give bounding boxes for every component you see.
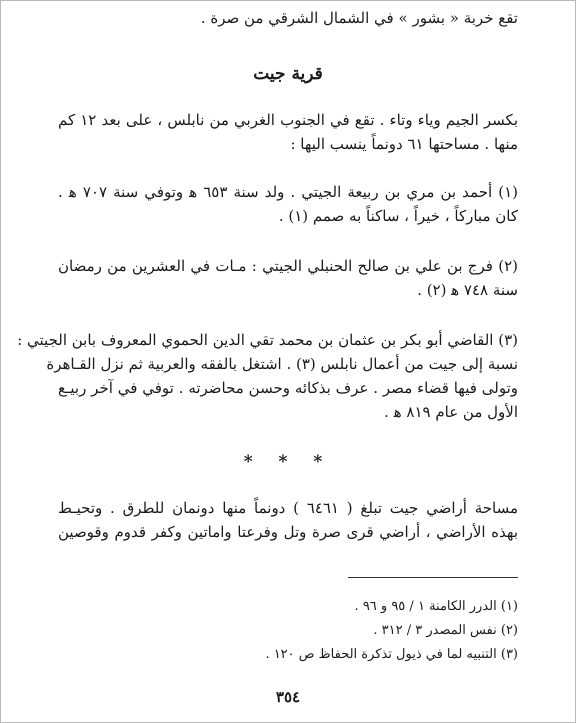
footnote-rule [348, 577, 518, 578]
section-title: قرية جيت [253, 64, 323, 84]
section-separator: * * * [243, 452, 333, 472]
footnote-2: (٢) نفس المصدر ٣ / ٣١٢ . [373, 623, 518, 638]
entry-3-line-4: الأول من عام ٨١٩ ﻫ . [384, 403, 518, 421]
entry-2-line-2: سنة ٧٤٨ ﻫ (٢) . [417, 281, 518, 299]
footnote-1: (١) الدرر الكامنة ١ / ٩٥ و ٩٦ . [354, 599, 518, 614]
entry-3-line-3: وتولى فيها قضاء مصر . عرف بذكائه وحسن محاضرته . توفي في آخر ربيـع [58, 379, 518, 397]
top-line: تقع خربة « بشور » في الشمال الشرقي من صرة . [200, 9, 518, 27]
land-line-2: بهذه الأراضي ، أراضي قرى صرة وتل وفرعتا واماتين وكفر قدوم وقوصين [58, 523, 518, 541]
entry-2-line-1: (٢) فرج بن علي بن صالح الحنبلي الجيتي : مـات في العشرين من رمضان [58, 257, 518, 275]
footnote-3: (٣) التنبيه لما في ذيول تذكرة الحفاظ ص ١٢٠ . [265, 647, 518, 662]
intro-line-2: منها . مساحتها ٦١ دونماً ينسب اليها : [290, 135, 518, 153]
intro-line-1: بكسر الجيم وياء وتاء . تقع في الجنوب الغربي من نابلس ، على بعد ١٢ كم [58, 111, 518, 129]
book-page [17, 0, 518, 723]
entry-1-line-1: (١) أحمد بن مري بن ربيعة الجيتي . ولد سنة ٦٥٣ ﻫ وتوفي سنة ٧٠٧ ﻫ . [58, 183, 518, 201]
entry-1-line-2: كان مباركاً ، خيراً ، ساكناً به صمم (١) . [278, 207, 518, 225]
land-line-1: مساحة أراضي جيت تبلغ ( ٦٤٦١ ) دونماً منها دونمان للطرق . وتحيـط [58, 499, 518, 517]
entry-3-line-1: (٣) القاضي أبو بكر بن عثمان بن محمد تقي الدين الحموي المعروف بابن الجيتي : [17, 331, 518, 349]
entry-3-line-2: نسبة إلى جيت من أعمال نابلس (٣) . اشتغل بالفقه والعربية ثم نزل القـاهرة [46, 355, 518, 373]
page-number: ٣٥٤ [275, 688, 301, 706]
